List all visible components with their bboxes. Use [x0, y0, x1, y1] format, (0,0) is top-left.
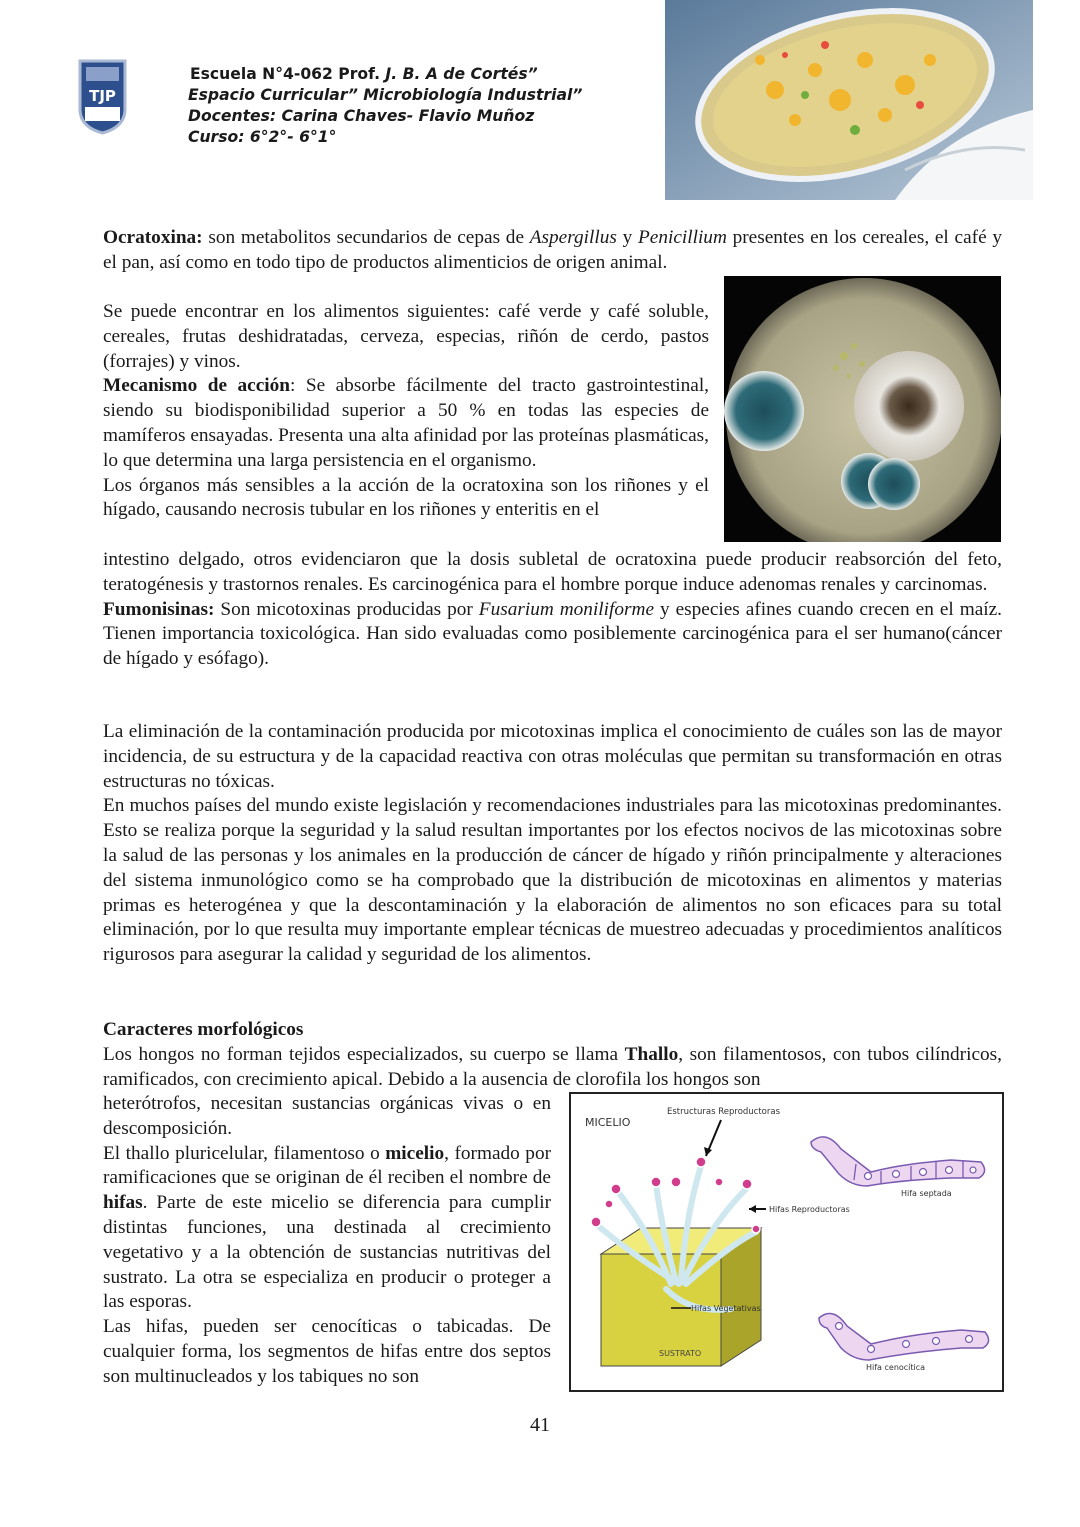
morphology-block — [103, 1018, 1002, 1092]
elimination-block — [103, 720, 1002, 968]
diagram-label-sustrato: SUSTRATO — [659, 1349, 702, 1358]
mycelium-diagram — [569, 1092, 1004, 1392]
diagram-label-micelio: MICELIO — [585, 1116, 631, 1129]
petri-dish-header-photo — [665, 0, 1033, 200]
subject-line: Espacio Curricular” Microbiología Industrial” — [188, 86, 583, 104]
ocratoxina-continuation — [103, 548, 1002, 672]
header-block — [188, 64, 582, 148]
fumonisinas-paragraph: Fumonisinas: Son micotoxinas producidas por Fusarium moniliforme y especies afines cuando crecen en el maíz. Tienen importancia toxicológica. Han sido evaluadas como posiblemente carcinogénica para el ser humano(cáncer de hígado y esófago). — [103, 598, 1002, 670]
foods-paragraph: Se puede encontrar en los alimentos siguientes: café verde y café soluble, cereales, frutas deshidratadas, cerveza, especias, riñón de cerdo, pastos (forrajes) y vinos. — [103, 301, 709, 372]
course-line: Curso: 6°2°- 6°1° — [188, 128, 337, 146]
morphology-narrow — [103, 1092, 551, 1390]
diagram-label-hifa-septada: Hifa septada — [901, 1189, 952, 1198]
mechanism-label: Mecanismo de acción — [103, 375, 290, 397]
thallo-paragraph: El thallo pluricelular, filamentoso o micelio, formado por ramificaciones que se originan de él reciben el nombre de hifas. Parte de este micelio se diferencia para cumplir distintas funciones, una destinada al crecimiento vegetativo y a la obtención de sustancias nutritivas del sustrato. La otra se especializa en producir o proteger a las esporas. — [103, 1142, 552, 1313]
morphology-intro: Los hongos no forman tejidos especializados, su cuerpo se llama Thallo, son filamentosos, con tubos cilíndricos, ramificados, con crecimiento apical. Debido a la ausencia de clorofila los hongos son — [103, 1043, 1002, 1090]
legislation-paragraph: En muchos países del mundo existe legislación y recomendaciones industriales para las micotoxinas predominantes. Esto se realiza porque la seguridad y la salud resultan importantes por los efectos nocivos de las micotoxinas sobre la salud de las personas y los animales en la producción de cáncer de hígado y riñón principalmente y alteraciones del sistema inmunológico como se ha comprobado que la distribución de micotoxinas en alimentos y materias primas es heterogénea y que la descontaminación y la elaboración de alimentos no son eficaces para su total eliminación, por lo que resulta muy importante emplear técnicas de muestreo adecuadas y procedimientos analíticos rigurosos para asegurar la calidad y seguridad de los alimentos. — [103, 795, 1002, 966]
school-prefix: Escuela N°4-062 Prof. — [190, 65, 386, 83]
diagram-label-estructuras: Estructuras Reproductoras — [667, 1107, 781, 1117]
page-number: 41 — [530, 1414, 550, 1436]
hifas-paragraph: Las hifas, pueden ser cenocíticas o tabicadas. De cualquier forma, los segmentos de hifas entre dos septos son multinucleados y los tabiques no son — [103, 1316, 551, 1387]
mechanism-paragraph: Mecanismo de acción: Se absorbe fácilmente del tracto gastrointestinal, siendo su biodisponibilidad superior a 50 % en todas las especies de mamíferos ensayadas. Presenta una alta afinidad por las proteínas plasmáticas, lo que determina una larga persistencia en el organismo. — [103, 375, 709, 471]
diagram-label-hifas-vegetativas: Hifas Vegetativas — [691, 1304, 761, 1313]
organs-paragraph-end: intestino delgado, otros evidenciaron que la dosis subletal de ocratoxina puede producir reabsorción del feto, teratogénesis y trastornos renales. Es carcinogénica para el hombre porque induce adenomas renales y carcinomas. — [103, 549, 1002, 595]
ocratoxina-details — [103, 300, 709, 523]
school-logo — [76, 57, 129, 135]
diagram-label-hifas-reproductoras: Hifas Reproductoras — [769, 1205, 850, 1214]
school-name: J. B. A de Cortés” — [385, 65, 538, 83]
diagram-label-hifa-cenocitica: Hifa cenocítica — [866, 1363, 926, 1372]
teachers-line: Docentes: Carina Chaves- Flavio Muñoz — [188, 107, 535, 125]
heterotrophs-text: heterótrofos, necesitan sustancias orgánicas vivas o en descomposición. — [103, 1093, 551, 1139]
morphology-heading: Caracteres morfológicos — [103, 1019, 304, 1040]
fumonisinas-label: Fumonisinas: — [103, 598, 215, 620]
elimination-paragraph: La eliminación de la contaminación producida por micotoxinas implica el conocimiento de cuáles son las de mayor incidencia, de su estructura y de la capacidad reactiva con otras moléculas que permitan su transformación en otras estructuras no tóxicas. — [103, 721, 1002, 792]
ocratoxina-label: Ocratoxina: — [103, 227, 203, 248]
organs-paragraph-start: Los órganos más sensibles a la acción de la ocratoxina son los riñones y el hígado, causando necrosis tubular en los riñones y enteritis en el — [103, 474, 709, 521]
ocratoxina-paragraph: Ocratoxina: son metabolitos secundarios de cepas de Aspergillus y Penicillium presentes en los cereales, el café y el pan, así como en todo tipo de productos alimenticios de origen animal. — [103, 227, 1002, 273]
fungal-colonies-petri-photo — [724, 276, 1001, 542]
logo-text: TJP — [89, 87, 116, 105]
